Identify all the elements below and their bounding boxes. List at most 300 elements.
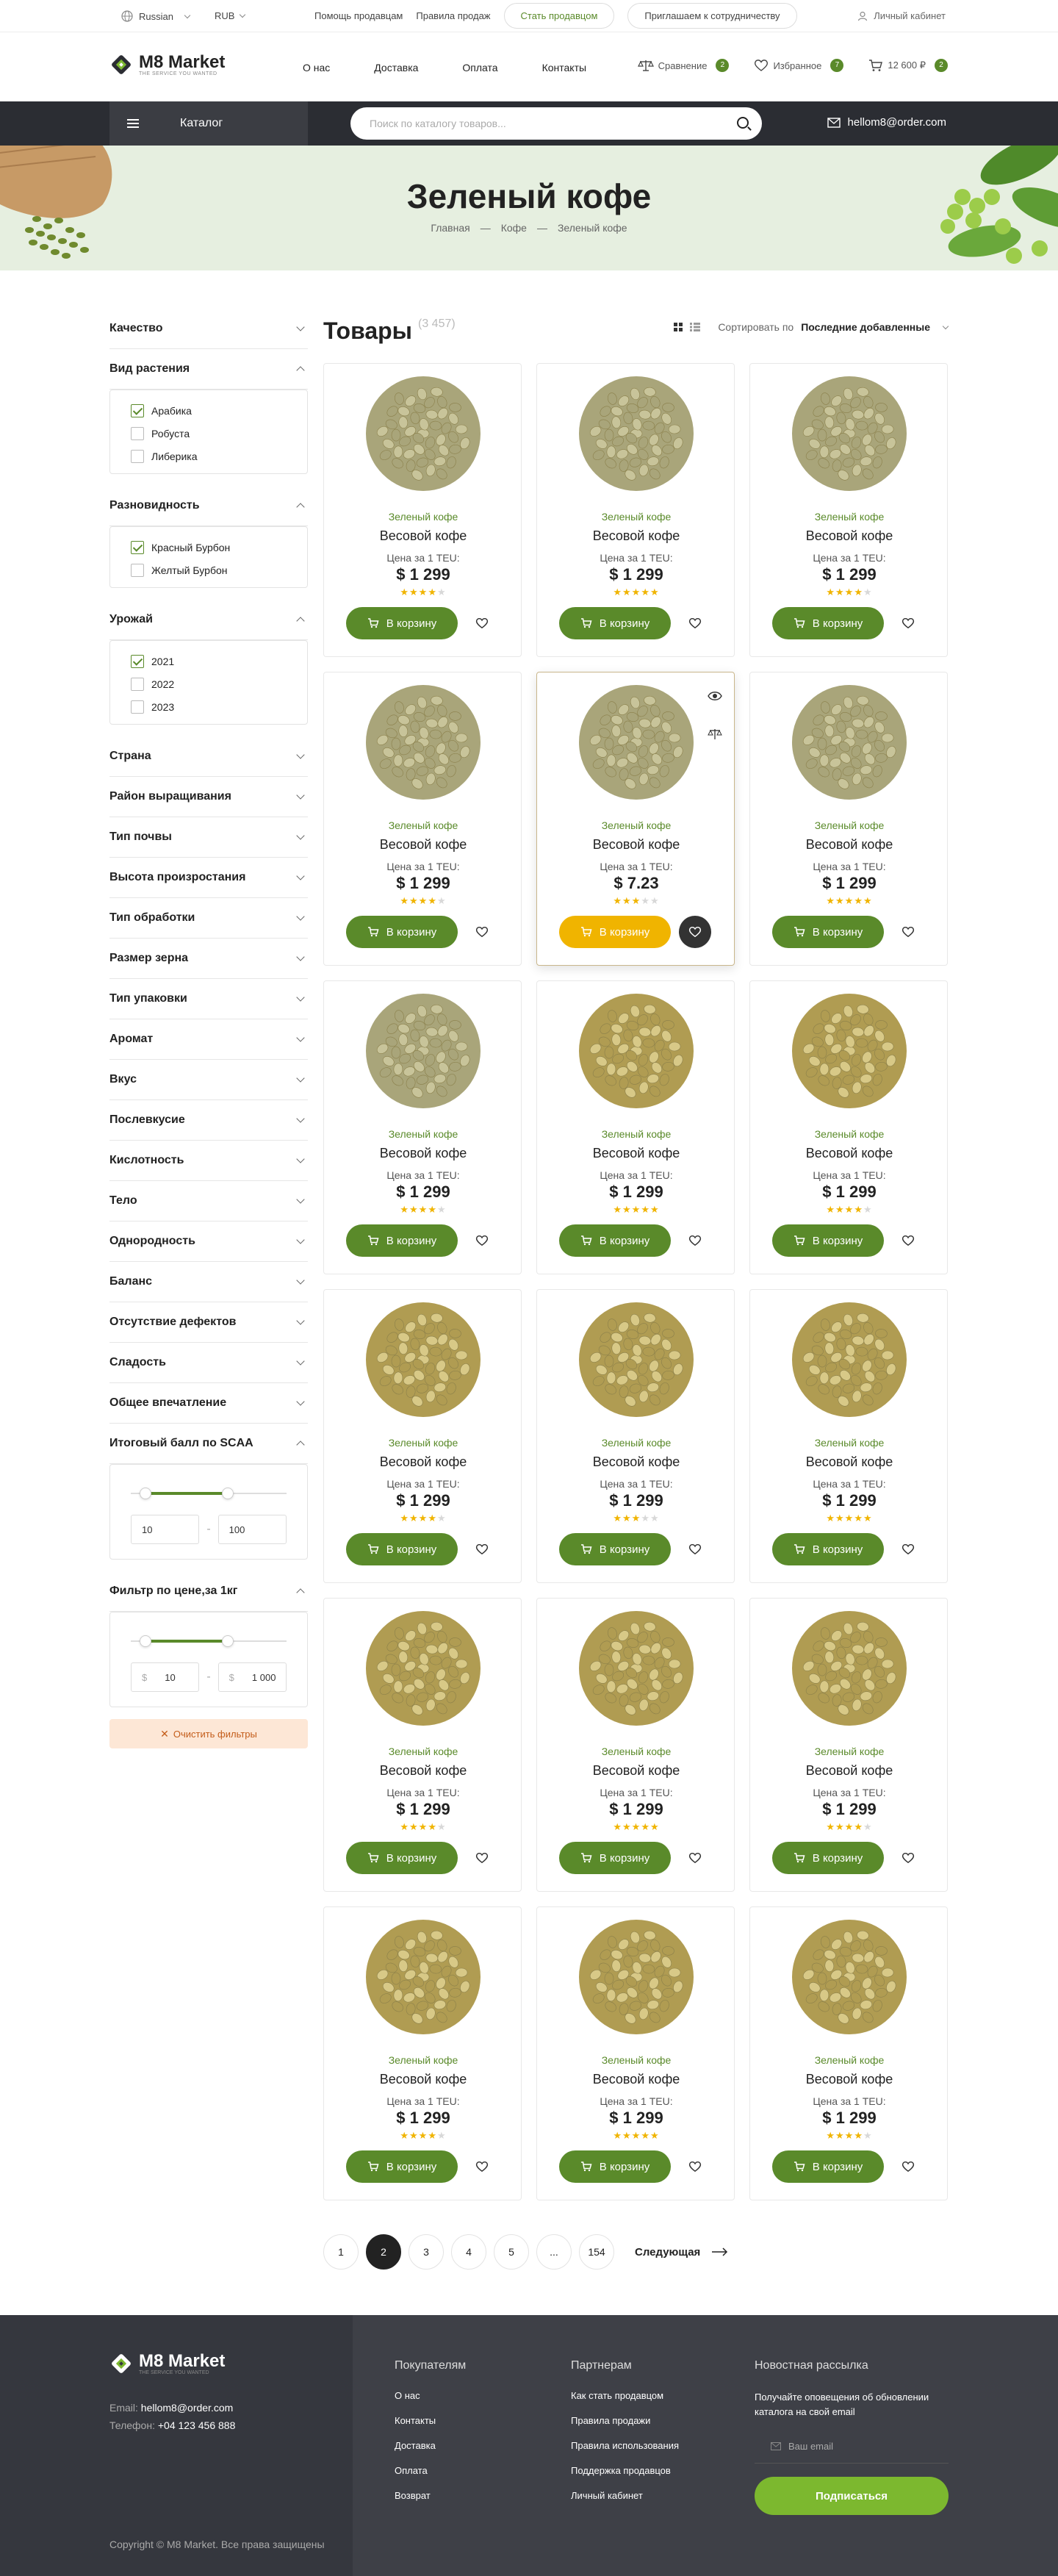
add-to-cart-button[interactable] (772, 1842, 884, 1874)
slider-max-handle[interactable] (222, 1488, 234, 1499)
product-category[interactable]: Зеленый кофе (388, 1128, 458, 1140)
add-to-cart-button[interactable] (772, 1224, 884, 1257)
star-icon: ★ (863, 586, 873, 598)
product-price: $ 1 299 (396, 1800, 450, 1818)
star-icon: ★ (854, 2130, 863, 2141)
currency-select[interactable] (215, 10, 245, 21)
product-price: $ 1 299 (822, 1491, 877, 1510)
footer-email-value[interactable]: hellom8@order.com (140, 2402, 234, 2414)
product-card[interactable] (323, 363, 522, 657)
slider-min-handle[interactable] (140, 1635, 151, 1647)
checkbox-liberica[interactable] (131, 445, 287, 467)
price-slider[interactable] (131, 1630, 287, 1652)
add-to-cart-button[interactable] (346, 1842, 458, 1874)
star-icon: ★ (631, 586, 641, 598)
filter-title: Урожай (109, 613, 153, 625)
page-button[interactable]: ... (536, 2234, 572, 2270)
add-to-cart-button[interactable] (559, 607, 671, 639)
page-button[interactable]: 1 (323, 2234, 359, 2270)
product-image[interactable] (577, 992, 695, 1110)
product-name[interactable]: Весовой кофе (592, 1763, 680, 1778)
chevron-down-icon (296, 831, 304, 839)
star-icon: ★ (436, 1513, 447, 1524)
favorite-button[interactable] (892, 1842, 924, 1874)
product-card[interactable] (749, 1906, 948, 2200)
cart-icon (794, 1544, 805, 1554)
eye-icon[interactable] (708, 689, 722, 703)
grid-view-icon[interactable] (674, 323, 683, 331)
product-name[interactable]: Весовой кофе (592, 837, 680, 852)
filter-group[interactable] (109, 1181, 308, 1221)
star-icon: ★ (631, 2130, 641, 2141)
rating-stars (750, 586, 949, 598)
add-to-cart-label: В корзину (812, 925, 863, 939)
star-icon: ★ (844, 895, 854, 906)
chevron-up-icon (296, 503, 304, 511)
star-icon: ★ (436, 1204, 447, 1215)
cart-link[interactable] (868, 59, 948, 72)
chevron-down-icon (296, 791, 304, 799)
footer-link[interactable]: Оплата (395, 2465, 428, 2476)
footer-link[interactable]: Личный кабинет (571, 2490, 643, 2501)
footer-col-title: Покупателям (395, 2359, 467, 2372)
product-card[interactable] (323, 1906, 522, 2200)
heart-icon (902, 1235, 915, 1246)
help-sellers-link[interactable]: Помощь продавцам (314, 10, 403, 21)
filter-scaa[interactable] (109, 1424, 308, 1464)
product-price: $ 1 299 (396, 565, 450, 584)
product-category[interactable]: Зеленый кофе (814, 1437, 885, 1449)
product-card[interactable] (536, 672, 735, 966)
favorite-button[interactable] (466, 607, 498, 639)
checkbox-yellow-bourbon[interactable] (131, 559, 287, 581)
favorite-button[interactable] (679, 607, 711, 639)
star-icon: ★ (622, 2130, 632, 2141)
filter-group[interactable] (109, 979, 308, 1019)
product-name[interactable]: Весовой кофе (805, 528, 893, 543)
filter-title: Страна (109, 750, 151, 762)
top-bar (0, 0, 1058, 32)
product-card[interactable] (536, 363, 735, 657)
price-label: Цена за 1 TEU: (386, 861, 460, 872)
filter-title: Тип почвы (109, 830, 172, 843)
checkbox-arabica[interactable] (131, 399, 287, 422)
star-icon: ★ (418, 1204, 428, 1215)
filter-group[interactable] (109, 1060, 308, 1100)
add-to-cart-label: В корзину (812, 1851, 863, 1865)
add-to-cart-button[interactable] (772, 916, 884, 948)
filter-quality[interactable] (109, 309, 308, 349)
filter-group[interactable] (109, 736, 308, 777)
price-label: Цена за 1 TEU: (386, 1478, 460, 1490)
product-category[interactable]: Зеленый кофе (814, 1128, 885, 1140)
star-icon: ★ (409, 1204, 419, 1215)
filter-group[interactable] (109, 898, 308, 939)
filter-group[interactable] (109, 1100, 308, 1141)
product-image[interactable] (577, 684, 695, 801)
cart-icon (580, 618, 592, 628)
heart-icon (688, 617, 702, 629)
footer-phone-label: Телефон: (109, 2419, 155, 2431)
product-category[interactable]: Зеленый кофе (388, 1746, 458, 1757)
filter-group[interactable] (109, 1141, 308, 1181)
cabinet-label: Личный кабинет (874, 10, 946, 21)
page-button[interactable]: 5 (494, 2234, 529, 2270)
filter-group[interactable] (109, 1302, 308, 1343)
product-image[interactable] (364, 375, 482, 492)
price-max-input[interactable] (218, 1662, 287, 1692)
mail-icon (827, 118, 841, 128)
star-icon: ★ (428, 1821, 437, 1832)
filter-title: Высота произростания (109, 871, 246, 883)
product-image[interactable] (577, 1301, 695, 1418)
checkbox-2021[interactable] (131, 650, 287, 672)
star-icon: ★ (400, 586, 410, 598)
add-to-cart-label: В корзину (599, 925, 650, 939)
filter-title: Вкус (109, 1073, 137, 1086)
footer-link[interactable]: Возврат (395, 2490, 431, 2501)
search-input[interactable] (350, 107, 762, 140)
invite-button[interactable]: Приглашаем к сотрудничеству (627, 3, 796, 29)
footer-link[interactable]: Контакты (395, 2415, 436, 2426)
product-card[interactable] (749, 1289, 948, 1583)
add-to-cart-button[interactable] (346, 1224, 458, 1257)
page-button[interactable]: 3 (409, 2234, 444, 2270)
product-name[interactable]: Весовой кофе (592, 528, 680, 543)
add-to-cart-label: В корзину (599, 1234, 650, 1247)
product-card[interactable] (749, 1598, 948, 1892)
filter-title: Однородность (109, 1235, 195, 1247)
add-to-cart-button[interactable] (559, 916, 671, 948)
product-image[interactable] (364, 1918, 482, 2036)
product-name[interactable]: Весовой кофе (379, 1454, 467, 1469)
scaa-max-value: 100 (228, 1524, 245, 1535)
favorite-button[interactable] (466, 1533, 498, 1565)
price-label: Цена за 1 TEU: (386, 1169, 460, 1181)
favorite-button[interactable] (466, 1224, 498, 1257)
star-icon: ★ (649, 586, 660, 598)
product-price: $ 1 299 (822, 874, 877, 892)
product-card[interactable] (323, 980, 522, 1274)
add-to-cart-button[interactable] (346, 2150, 458, 2183)
filter-group[interactable] (109, 1262, 308, 1302)
range-dash: - (206, 1523, 211, 1535)
chevron-down-icon (296, 1074, 304, 1082)
nav-delivery[interactable]: Доставка (374, 62, 419, 73)
checkbox-red-bourbon[interactable] (131, 536, 287, 559)
star-icon: ★ (631, 1821, 641, 1832)
add-to-cart-button[interactable] (559, 2150, 671, 2183)
product-name[interactable]: Весовой кофе (379, 1763, 467, 1778)
favorite-button[interactable] (679, 1533, 711, 1565)
product-image[interactable] (791, 684, 908, 801)
product-card[interactable] (536, 1598, 735, 1892)
product-category[interactable]: Зеленый кофе (388, 1437, 458, 1449)
favorite-button[interactable] (892, 916, 924, 948)
star-icon: ★ (835, 1513, 845, 1524)
cart-icon (794, 1235, 805, 1246)
chevron-down-icon (943, 323, 949, 329)
star-icon: ★ (409, 1513, 419, 1524)
scaa-min-input[interactable] (131, 1515, 199, 1544)
add-to-cart-button[interactable] (772, 607, 884, 639)
page-button[interactable]: 154 (579, 2234, 614, 2270)
slider-min-handle[interactable] (140, 1488, 151, 1499)
footer-link[interactable]: Доставка (395, 2440, 436, 2451)
product-image[interactable] (364, 992, 482, 1110)
favorite-button[interactable] (466, 1842, 498, 1874)
filter-group[interactable] (109, 777, 308, 817)
menu-icon (127, 119, 139, 128)
product-category[interactable]: Зеленый кофе (601, 819, 672, 831)
add-to-cart-button[interactable] (772, 1533, 884, 1565)
filter-group[interactable] (109, 1383, 308, 1424)
favorite-button[interactable] (466, 916, 498, 948)
slider-max-handle[interactable] (222, 1635, 234, 1647)
product-category[interactable]: Зеленый кофе (601, 1437, 672, 1449)
product-card[interactable] (323, 1289, 522, 1583)
product-category[interactable]: Зеленый кофе (814, 511, 885, 523)
star-icon: ★ (428, 1204, 437, 1215)
product-card[interactable] (749, 980, 948, 1274)
heart-icon (475, 2161, 489, 2173)
search-icon[interactable] (737, 117, 749, 129)
product-name[interactable]: Весовой кофе (379, 2072, 467, 2087)
main-nav (303, 62, 586, 73)
compare-link[interactable] (638, 59, 730, 72)
product-category[interactable]: Зеленый кофе (388, 511, 458, 523)
add-to-cart-button[interactable] (346, 916, 458, 948)
nav-about[interactable]: О нас (303, 62, 331, 73)
search-placeholder: Поиск по каталогу товаров... (370, 118, 506, 129)
product-name[interactable]: Весовой кофе (592, 2072, 680, 2087)
filter-title: Аромат (109, 1033, 154, 1045)
price-min-input[interactable] (131, 1662, 199, 1692)
footer-col-title: Партнерам (571, 2359, 632, 2372)
checkbox-label: Арабика (151, 404, 192, 417)
chevron-up-icon (296, 1588, 304, 1596)
product-image[interactable] (577, 1918, 695, 2036)
checkbox-2023[interactable] (131, 695, 287, 718)
footer-col-title: Новостная рассылка (755, 2359, 868, 2372)
star-icon: ★ (863, 1821, 873, 1832)
footer-link[interactable]: Правила продажи (571, 2415, 651, 2426)
add-to-cart-button[interactable] (559, 1842, 671, 1874)
checkbox-2022[interactable] (131, 672, 287, 695)
star-icon: ★ (400, 895, 410, 906)
star-icon: ★ (854, 1513, 863, 1524)
filter-group[interactable] (109, 939, 308, 979)
product-name[interactable]: Весовой кофе (805, 1146, 893, 1160)
product-name[interactable]: Весовой кофе (592, 1454, 680, 1469)
chevron-down-icon (296, 872, 304, 880)
footer-logo[interactable] (109, 2352, 225, 2375)
checkbox-robusta[interactable] (131, 422, 287, 445)
product-card[interactable] (536, 1906, 735, 2200)
product-name[interactable]: Весовой кофе (379, 837, 467, 852)
product-category[interactable]: Зеленый кофе (601, 1746, 672, 1757)
become-seller-button[interactable]: Стать продавцом (504, 3, 615, 29)
product-category[interactable]: Зеленый кофе (601, 511, 672, 523)
subscribe-button[interactable]: Подписаться (755, 2477, 949, 2515)
scaa-slider[interactable] (131, 1482, 287, 1504)
breadcrumb-coffee[interactable]: Кофе (500, 222, 527, 234)
favorite-button[interactable] (892, 607, 924, 639)
star-icon: ★ (844, 586, 854, 598)
currency-sign: $ (228, 1671, 234, 1683)
product-name[interactable]: Весовой кофе (805, 837, 893, 852)
product-category[interactable]: Зеленый кофе (814, 2054, 885, 2066)
filter-group[interactable] (109, 1343, 308, 1383)
product-image[interactable] (791, 992, 908, 1110)
sales-rules-link[interactable]: Правила продаж (416, 10, 491, 21)
scales-icon[interactable] (708, 727, 722, 742)
footer-logo-tagline: THE SERVICE YOU WANTED (139, 2369, 209, 2375)
scaa-min-value: 10 (142, 1524, 153, 1535)
rating-stars (537, 1821, 735, 1833)
list-view-icon[interactable] (690, 323, 700, 331)
product-card[interactable] (749, 363, 948, 657)
product-image[interactable] (791, 1610, 908, 1727)
clear-filters-button[interactable] (109, 1719, 308, 1748)
product-price: $ 1 299 (396, 1491, 450, 1510)
product-image[interactable] (364, 1301, 482, 1418)
product-image[interactable] (364, 1610, 482, 1727)
filter-harvest[interactable] (109, 600, 308, 640)
product-card[interactable] (749, 672, 948, 966)
sort-select[interactable]: Последние добавленные (801, 321, 930, 333)
add-to-cart-button[interactable] (559, 1533, 671, 1565)
product-name[interactable]: Весовой кофе (379, 1146, 467, 1160)
product-image[interactable] (577, 1610, 695, 1727)
product-name[interactable]: Весовой кофе (805, 2072, 893, 2087)
products-count: (3 457) (418, 317, 456, 330)
add-to-cart-button[interactable] (772, 2150, 884, 2183)
product-image[interactable] (791, 1301, 908, 1418)
favorites-link[interactable] (754, 59, 843, 72)
footer-link[interactable]: Поддержка продавцов (571, 2465, 671, 2476)
favorite-button[interactable] (679, 2150, 711, 2183)
product-name[interactable]: Весовой кофе (805, 1454, 893, 1469)
currency-label: RUB (215, 10, 235, 21)
logo-title: M8 Market (139, 51, 226, 72)
star-icon: ★ (863, 1204, 873, 1215)
favorite-button[interactable] (679, 1224, 711, 1257)
cabinet-link[interactable] (857, 10, 946, 21)
product-category[interactable]: Зеленый кофе (814, 1746, 885, 1757)
product-image[interactable] (791, 375, 908, 492)
newsletter-email-input[interactable] (755, 2430, 949, 2464)
cart-icon (794, 1853, 805, 1863)
nav-payment[interactable]: Оплата (462, 62, 498, 73)
checkbox-label: 2022 (151, 678, 175, 690)
product-category[interactable]: Зеленый кофе (814, 819, 885, 831)
product-card[interactable] (536, 980, 735, 1274)
scaa-max-input[interactable] (218, 1515, 287, 1544)
language-select[interactable] (121, 10, 190, 22)
product-card[interactable] (536, 1289, 735, 1583)
page-button[interactable]: 2 (366, 2234, 401, 2270)
product-card[interactable] (323, 672, 522, 966)
product-image[interactable] (577, 375, 695, 492)
filter-group[interactable] (109, 1221, 308, 1262)
star-icon: ★ (854, 1204, 863, 1215)
breadcrumb-home[interactable]: Главная (431, 222, 470, 234)
favorite-button[interactable] (892, 1533, 924, 1565)
footer-phone-value[interactable]: +04 123 456 888 (157, 2419, 236, 2431)
favorite-button[interactable] (892, 1224, 924, 1257)
header-email[interactable] (827, 116, 946, 129)
favorite-button[interactable] (679, 1842, 711, 1874)
filter-group[interactable] (109, 817, 308, 858)
product-name[interactable]: Весовой кофе (592, 1146, 680, 1160)
product-category[interactable]: Зеленый кофе (388, 819, 458, 831)
nav-contacts[interactable]: Контакты (541, 62, 587, 73)
product-card[interactable] (323, 1598, 522, 1892)
product-name[interactable]: Весовой кофе (805, 1763, 893, 1778)
favorite-button[interactable] (679, 916, 711, 948)
site-logo[interactable] (109, 53, 225, 76)
product-category[interactable]: Зеленый кофе (388, 2054, 458, 2066)
add-to-cart-button[interactable] (559, 1224, 671, 1257)
heart-icon (475, 1543, 489, 1555)
star-icon: ★ (863, 895, 873, 906)
price-label: Цена за 1 TEU: (600, 2095, 673, 2107)
add-to-cart-button[interactable] (346, 607, 458, 639)
cart-icon (794, 2161, 805, 2172)
star-icon: ★ (641, 586, 650, 598)
page-button[interactable]: 4 (451, 2234, 486, 2270)
footer-link[interactable]: Правила использования (571, 2440, 680, 2451)
star-icon: ★ (826, 1513, 836, 1524)
heart-icon (754, 59, 769, 72)
copyright: Copyright © M8 Market. Все права защищены (109, 2539, 325, 2550)
favorite-button[interactable] (466, 2150, 498, 2183)
catalog-button[interactable] (109, 101, 308, 146)
filter-group[interactable] (109, 1019, 308, 1060)
price-label: Цена за 1 TEU: (386, 1787, 460, 1798)
favorite-button[interactable] (892, 2150, 924, 2183)
checkbox-icon (131, 564, 144, 577)
chevron-down-icon (296, 750, 304, 758)
product-image[interactable] (364, 684, 482, 801)
heart-icon (902, 2161, 915, 2173)
add-to-cart-button[interactable] (346, 1533, 458, 1565)
cart-icon (367, 1235, 379, 1246)
footer-link[interactable]: Как стать продавцом (571, 2390, 664, 2401)
filter-title: Тело (109, 1194, 137, 1207)
checkbox-icon (131, 427, 144, 440)
product-name[interactable]: Весовой кофе (379, 528, 467, 543)
star-icon: ★ (826, 2130, 836, 2141)
chevron-down-icon (296, 323, 304, 331)
footer-newsletter (755, 2359, 960, 2515)
filter-title: Фильтр по цене,за 1кг (109, 1585, 238, 1597)
filter-plant-type[interactable] (109, 349, 308, 390)
next-page-button[interactable] (635, 2246, 728, 2259)
product-category[interactable]: Зеленый кофе (601, 1128, 672, 1140)
filter-group[interactable] (109, 858, 308, 898)
product-image[interactable] (791, 1918, 908, 2036)
filter-variety[interactable] (109, 486, 308, 526)
star-icon: ★ (854, 895, 863, 906)
chevron-down-icon (296, 993, 304, 1001)
filter-price[interactable] (109, 1571, 308, 1612)
product-category[interactable]: Зеленый кофе (601, 2054, 672, 2066)
footer-link[interactable]: О нас (395, 2390, 420, 2401)
header-email-label: hellom8@order.com (847, 116, 946, 129)
breadcrumb: Главная — Кофе — Зеленый кофе (431, 222, 627, 234)
